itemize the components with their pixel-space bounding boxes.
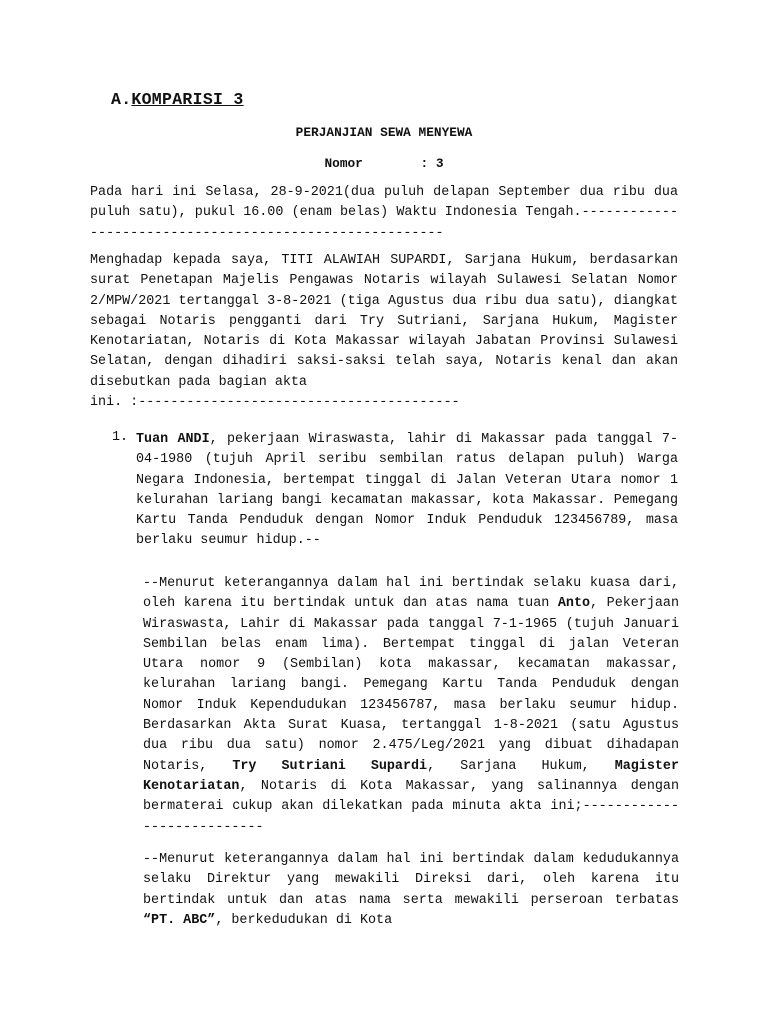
principal-name: Anto	[557, 596, 591, 612]
intro-paragraph: Pada hari ini Selasa, 28-9-2021(dua puluh delapan September dua ribu dua puluh satu), pukul 16.00 (enam belas) Waktu Indonesia Tengah.--------------------------------------------------------	[90, 185, 678, 241]
document-number-value: : 3	[420, 156, 444, 171]
notary-name: Try Sutriani Supardi	[232, 758, 428, 774]
section-heading	[111, 90, 244, 109]
capacity-text-2: --Menurut keterangannya dalam hal ini bertindak dalam kedudukannya selaku Direktur yang mewakili Direksi dari, oleh karena itu bertindak untuk dan atas nama serta mewakili perseroan terbatas	[143, 852, 679, 908]
document-number-label: Nomor	[324, 156, 363, 171]
capacity-text-end: , Notaris di Kota Makassar, yang salinannya dengan bermaterai cukup akan dilekatkan pada minuta akta ini;---------------------------	[143, 778, 679, 835]
section-title: KOMPARISI 3	[131, 90, 244, 109]
capacity-text-1: --Menurut keterangannya dalam hal ini bertindak selaku kuasa dari, oleh karena itu bertindak untuk dan atas nama tuan	[143, 576, 679, 612]
notary-master-degree: Magister Kenotariatan	[143, 758, 680, 794]
capacity-paragraph-1	[143, 574, 679, 838]
party-description	[136, 430, 678, 552]
capacity-paragraph-2	[143, 850, 679, 931]
document-title: PERJANJIAN SEWA MENYEWA	[295, 125, 473, 140]
party-name: ANDI	[177, 432, 210, 447]
notary-degree: , Sarjana Hukum,	[427, 758, 615, 774]
document-number	[0, 156, 768, 171]
principal-details: , Pekerjaan Wiraswasta, Lahir di Makassar pada tanggal 7-1-1965 (tujuh Januari Sembilan belas enam lima). Bertempat tinggal di jalan Veteran Utara nomor 9 (Sembilan) kota makassar, kecamatan makassar, kelurahan lariang bangi. Pemegang Kartu Tanda Penduduk dengan Nomor Induk Kependudukan 123456787, masa berlaku seumur hidup. Berdasarkan Akta Surat Kuasa, tertanggal 1-8-2021 (satu Agustus dua ribu dua satu) nomor 2.475/Leg/2021 yang dibuat dihadapan Notaris,	[143, 596, 679, 774]
section-number: A.	[111, 90, 132, 109]
list-item	[112, 430, 678, 552]
company-details: , berkedudukan di Kota	[215, 912, 393, 928]
appearance-tail: ini. :----------------------------------------	[90, 395, 460, 411]
appearance-paragraph	[90, 251, 678, 413]
party-details: , pekerjaan Wiraswasta, lahir di Makassar pada tanggal 7-04-1980 (tujuh April seribu sembilan ratus delapan puluh) Warga Negara Indonesia, bertempat tinggal di Jalan Veteran Utara nomor 1 kelurahan lariang bangi kecamatan makassar, kota Makassar. Pemegang Kartu Tanda Penduduk dengan Nomor Induk Penduduk 123456789, masa berlaku seumur hidup.--	[136, 432, 678, 549]
company-name: “PT. ABC”	[143, 912, 216, 928]
list-marker: 1.	[112, 430, 129, 445]
appearance-text: Menghadap kepada saya, TITI ALAWIAH SUPARDI, Sarjana Hukum, berdasarkan surat Penetapan Majelis Pengawas Notaris wilayah Sulawesi Selatan Nomor 2/MPW/2021 tertanggal 3-8-2021 (tiga Agustus dua ribu dua satu), diangkat sebagai Notaris pengganti dari Try Sutriani, Sarjana Hukum, Magister Kenotariatan, Notaris di Kota Makassar wilayah Jabatan Provinsi Sulawesi Selatan, dengan dihadiri saksi-saksi telah saya, Notaris kenal dan akan disebutkan pada bagian akta	[90, 253, 678, 390]
party-title: Tuan	[136, 432, 169, 447]
